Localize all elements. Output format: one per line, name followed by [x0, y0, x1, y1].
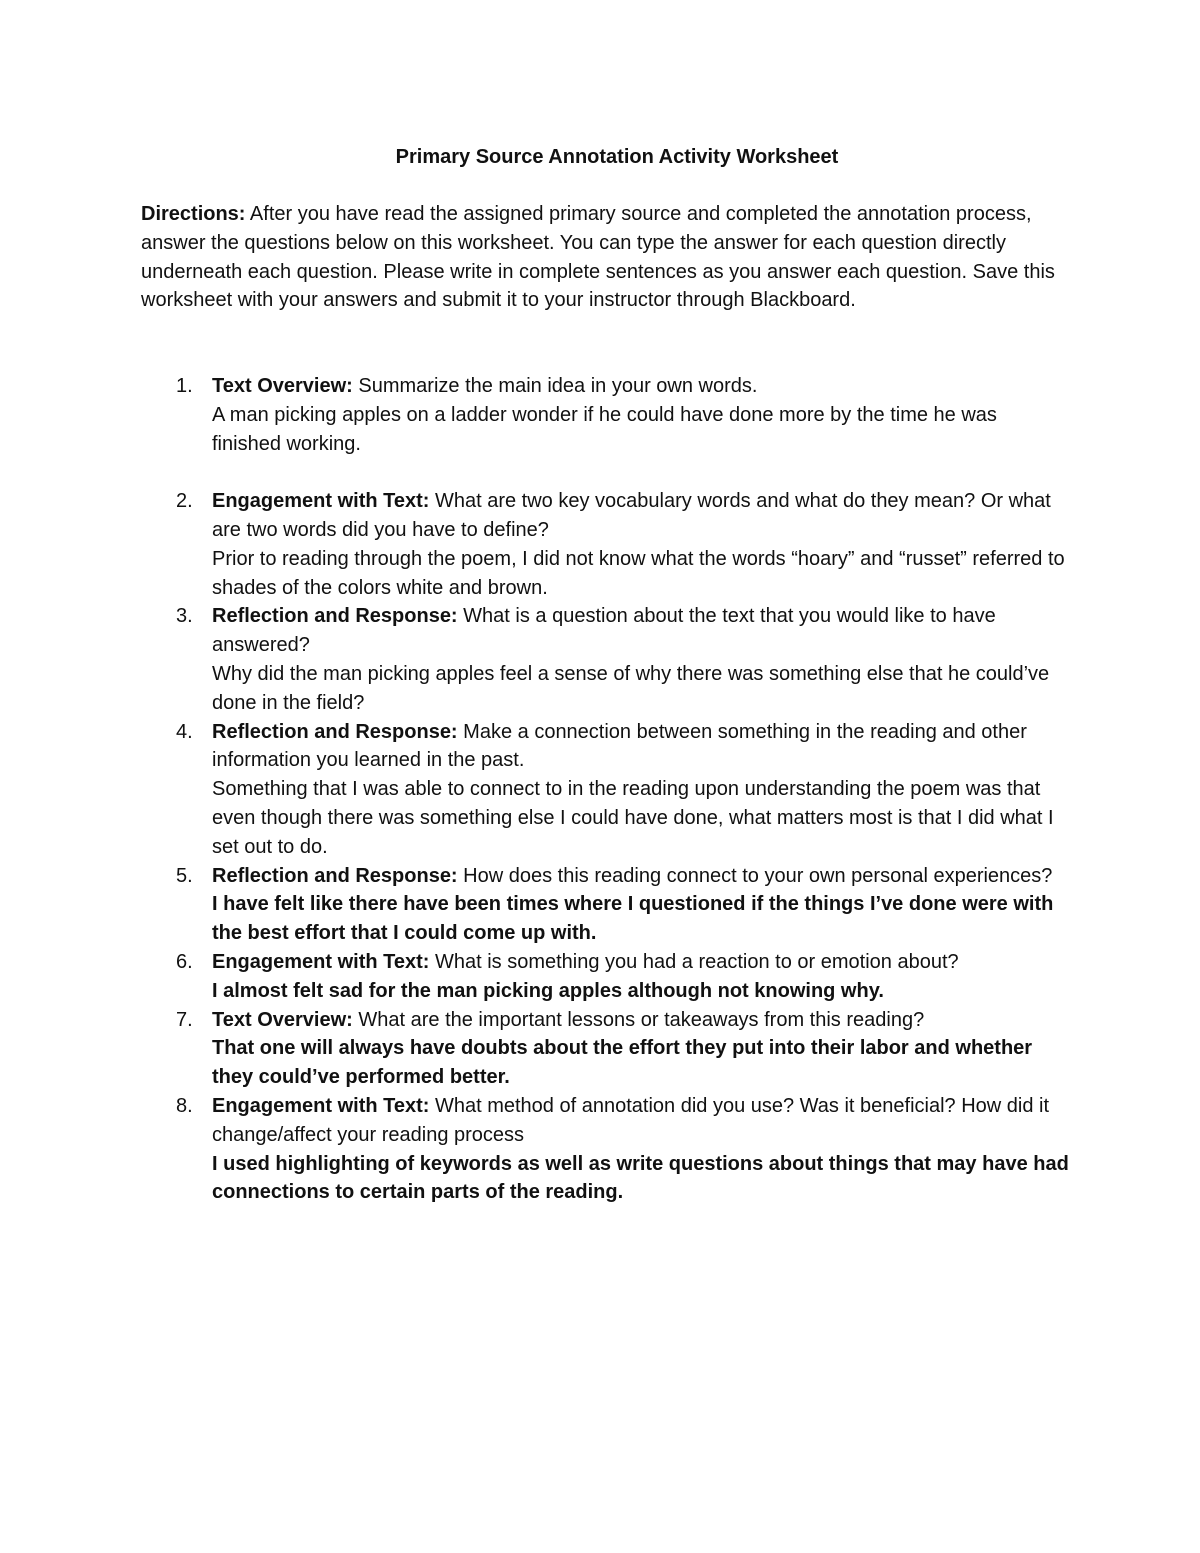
question-text: [212, 865, 1052, 887]
question-prompt: Make a connection between something in the reading and other information you learned in the past.: [212, 720, 1027, 772]
answer-text: I almost felt sad for the man picking apples although not knowing why.: [212, 979, 884, 1002]
question-item-2: [141, 487, 1071, 602]
question-text: [212, 1009, 924, 1031]
answer-text: That one will always have doubts about the effort they put into their labor and whether they could’ve performed better.: [212, 1037, 1033, 1089]
question-label: Reflection and Response:: [212, 605, 458, 628]
question-item-4: [141, 718, 1071, 862]
answer-text: A man picking apples on a ladder wonder if he could have done more by the time he was finished working.: [212, 403, 997, 455]
question-text: [212, 721, 1027, 772]
directions-paragraph: [141, 200, 1061, 315]
question-item-6: [141, 948, 1071, 1006]
question-label: Reflection and Response:: [212, 864, 458, 887]
question-label: Engagement with Text:: [212, 1094, 430, 1117]
question-number: 2.: [176, 490, 193, 513]
question-item-7: [141, 1006, 1071, 1092]
question-list: [141, 372, 1071, 1207]
question-prompt: Summarize the main idea in your own words.: [358, 375, 758, 397]
question-number: 8.: [176, 1094, 193, 1117]
question-number: 5.: [176, 864, 193, 887]
question-item-5: [141, 862, 1071, 948]
question-item-1: [141, 372, 1071, 458]
question-item-8: [141, 1092, 1071, 1207]
directions-label: Directions:: [141, 203, 246, 225]
question-number: 3.: [176, 605, 193, 628]
question-number: 6.: [176, 950, 193, 973]
question-prompt: What are the important lessons or takeaways from this reading?: [358, 1008, 925, 1031]
question-prompt: What are two key vocabulary words and what do they mean? Or what are two words did you have to define?: [212, 490, 1051, 541]
answer-text: Something that I was able to connect to in the reading upon understanding the poem was that even though there was something else I could have done, what matters most is that I did what I set out to do.: [212, 778, 1054, 858]
question-text: [212, 375, 757, 397]
question-prompt: What is a question about the text that you would like to have answered?: [212, 605, 996, 657]
question-item-3: [141, 602, 1071, 717]
question-text: [212, 1095, 1049, 1146]
question-number: 7.: [176, 1008, 193, 1031]
question-number: 1.: [176, 375, 193, 397]
question-label: Reflection and Response:: [212, 720, 458, 743]
question-label: Text Overview:: [212, 375, 353, 397]
question-text: [212, 490, 1051, 541]
question-number: 4.: [176, 720, 193, 743]
answer-text: Prior to reading through the poem, I did not know what the words “hoary” and “russet” referred to shades of the colors white and brown.: [212, 547, 1065, 599]
answer-text: Why did the man picking apples feel a sense of why there was something else that he could’ve done in the field?: [212, 662, 1050, 714]
question-text: [212, 605, 996, 656]
question-prompt: What is something you had a reaction to or emotion about?: [434, 950, 959, 973]
question-prompt: What method of annotation did you use? Was it beneficial? How did it change/affect your reading process: [212, 1094, 1050, 1146]
question-prompt: How does this reading connect to your own personal experiences?: [463, 864, 1053, 887]
answer-text: I used highlighting of keywords as well as write questions about things that may have had connections to certain parts of the reading.: [212, 1152, 1069, 1204]
document-title: Primary Source Annotation Activity Worksheet: [395, 146, 839, 168]
question-label: Engagement with Text:: [212, 490, 430, 513]
question-label: Text Overview:: [212, 1008, 353, 1031]
question-text: [212, 951, 959, 973]
directions-text: After you have read the assigned primary source and completed the annotation process, answer the questions below on this worksheet. You can type the answer for each question directly underneath each question. Please write in complete sentences as you answer each question. Save this worksheet with your answers and submit it to your instructor through Blackboard.: [141, 203, 1055, 312]
question-label: Engagement with Text:: [212, 950, 430, 973]
answer-text: I have felt like there have been times where I questioned if the things I’ve done were with the best effort that I could come up with.: [212, 893, 1054, 945]
